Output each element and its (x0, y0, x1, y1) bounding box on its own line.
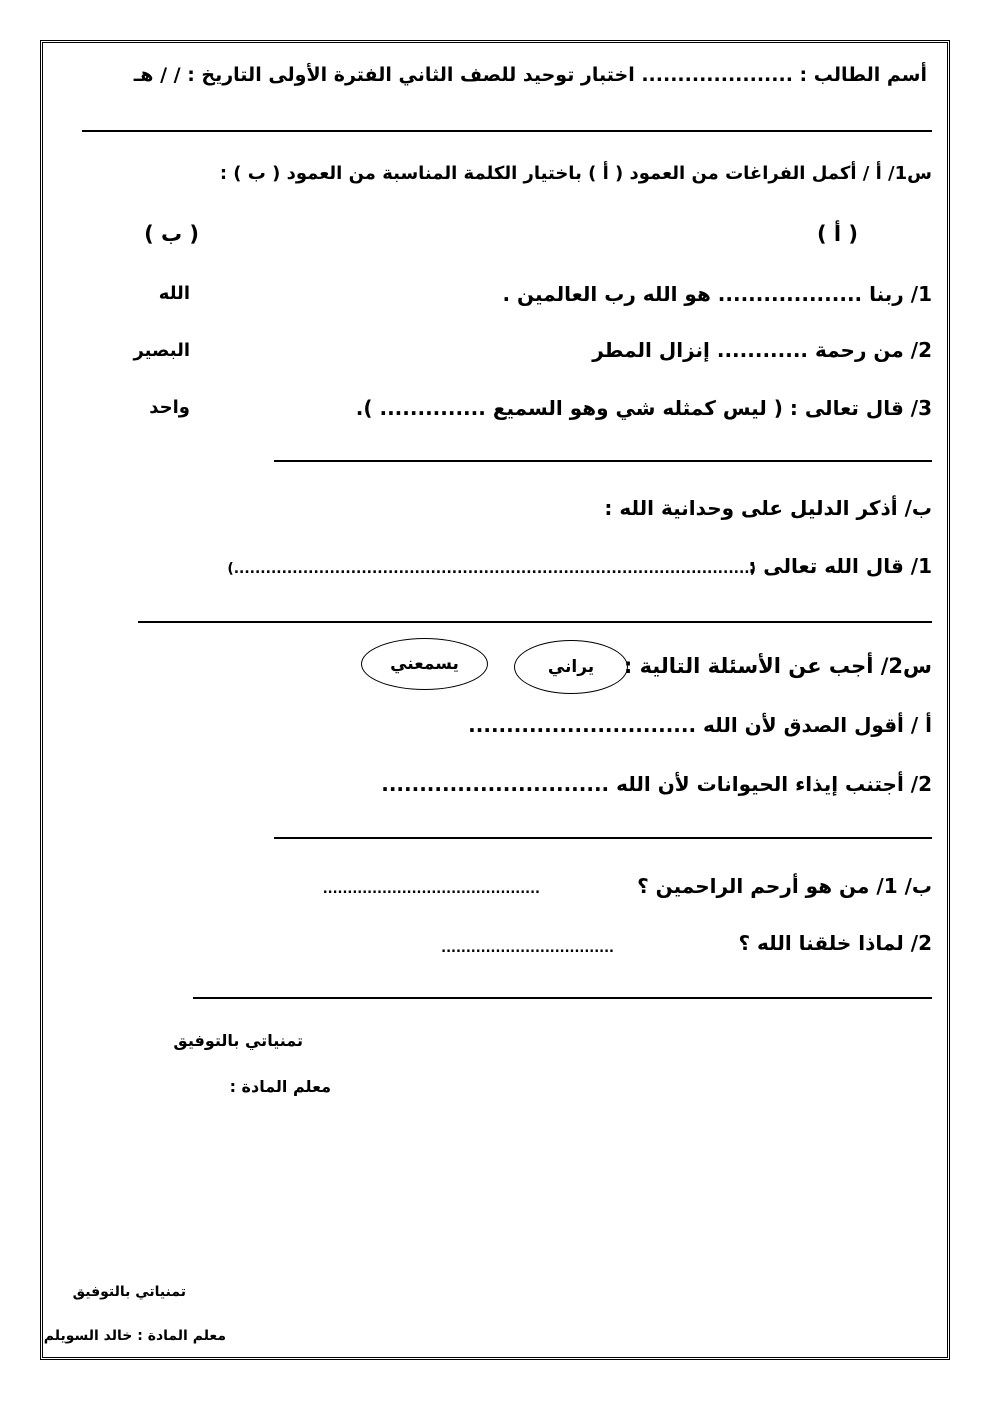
divider (274, 837, 932, 839)
q2-item-1: أ / أقول الصدق لأن الله .............................. (468, 713, 932, 737)
word-bank-option-1: يراني (514, 640, 628, 694)
q1-part-b-blank: (.................................................................................................) (227, 561, 756, 577)
col-b-header: ( ب ) (144, 222, 199, 246)
divider (138, 621, 932, 623)
q1-part-b-label: 1/ قال الله تعالى : (748, 554, 932, 578)
footer-wish-1: تمنياتي بالتوفيق (173, 1031, 303, 1050)
q2-item-2: 2/ أجتنب إيذاء الحيوانات لأن الله .............................. (381, 772, 932, 796)
word-bank-option-2: يسمعني (361, 638, 488, 690)
q1-part-b-title: ب/ أذكر الدليل على وحدانية الله : (604, 496, 932, 520)
col-a-header: ( أ ) (816, 222, 858, 246)
q1-item-1: 1/ ربنا ................... هو الله رب العالمين . (502, 282, 932, 306)
divider (274, 460, 932, 462)
q1-option-3: واحد (149, 397, 190, 418)
q1-item-3: 3/ قال تعالى : ( ليس كمثله شي وهو السميع .............. ). (355, 396, 932, 420)
q1-option-2: البصير (133, 340, 190, 361)
q1-item-2: 2/ من رحمة ............ إنزال المطر (592, 338, 932, 362)
footer-teacher-1: معلم المادة : (229, 1077, 331, 1096)
footer-teacher-2: معلم المادة : خالد السويلم (43, 1328, 226, 1344)
q2-part-b-blank-2: ................................... (441, 941, 614, 956)
q1-option-1: الله (158, 283, 190, 304)
footer-wish-2: تمنياتي بالتوفيق (72, 1284, 186, 1300)
divider (193, 997, 932, 999)
q2-part-b-question-2: 2/ لماذا خلقنا الله ؟ (738, 931, 932, 955)
q2-part-b-blank-1: ............................................ (322, 882, 540, 897)
header-line: أسم الطالب : ..................... اختبار توحيد للصف الثاني الفترة الأولى التاريخ : / / هـ (133, 64, 927, 86)
q2-part-b-question-1: ب/ 1/ من هو أرحم الراحمين ؟ (637, 874, 932, 898)
q1-instruction: س1/ أ / أكمل الفراغات من العمود ( أ ) باختيار الكلمة المناسبة من العمود ( ب ) : (219, 163, 932, 184)
divider (82, 130, 932, 132)
q2-instruction: س2/ أجب عن الأسئلة التالية : (623, 654, 932, 678)
